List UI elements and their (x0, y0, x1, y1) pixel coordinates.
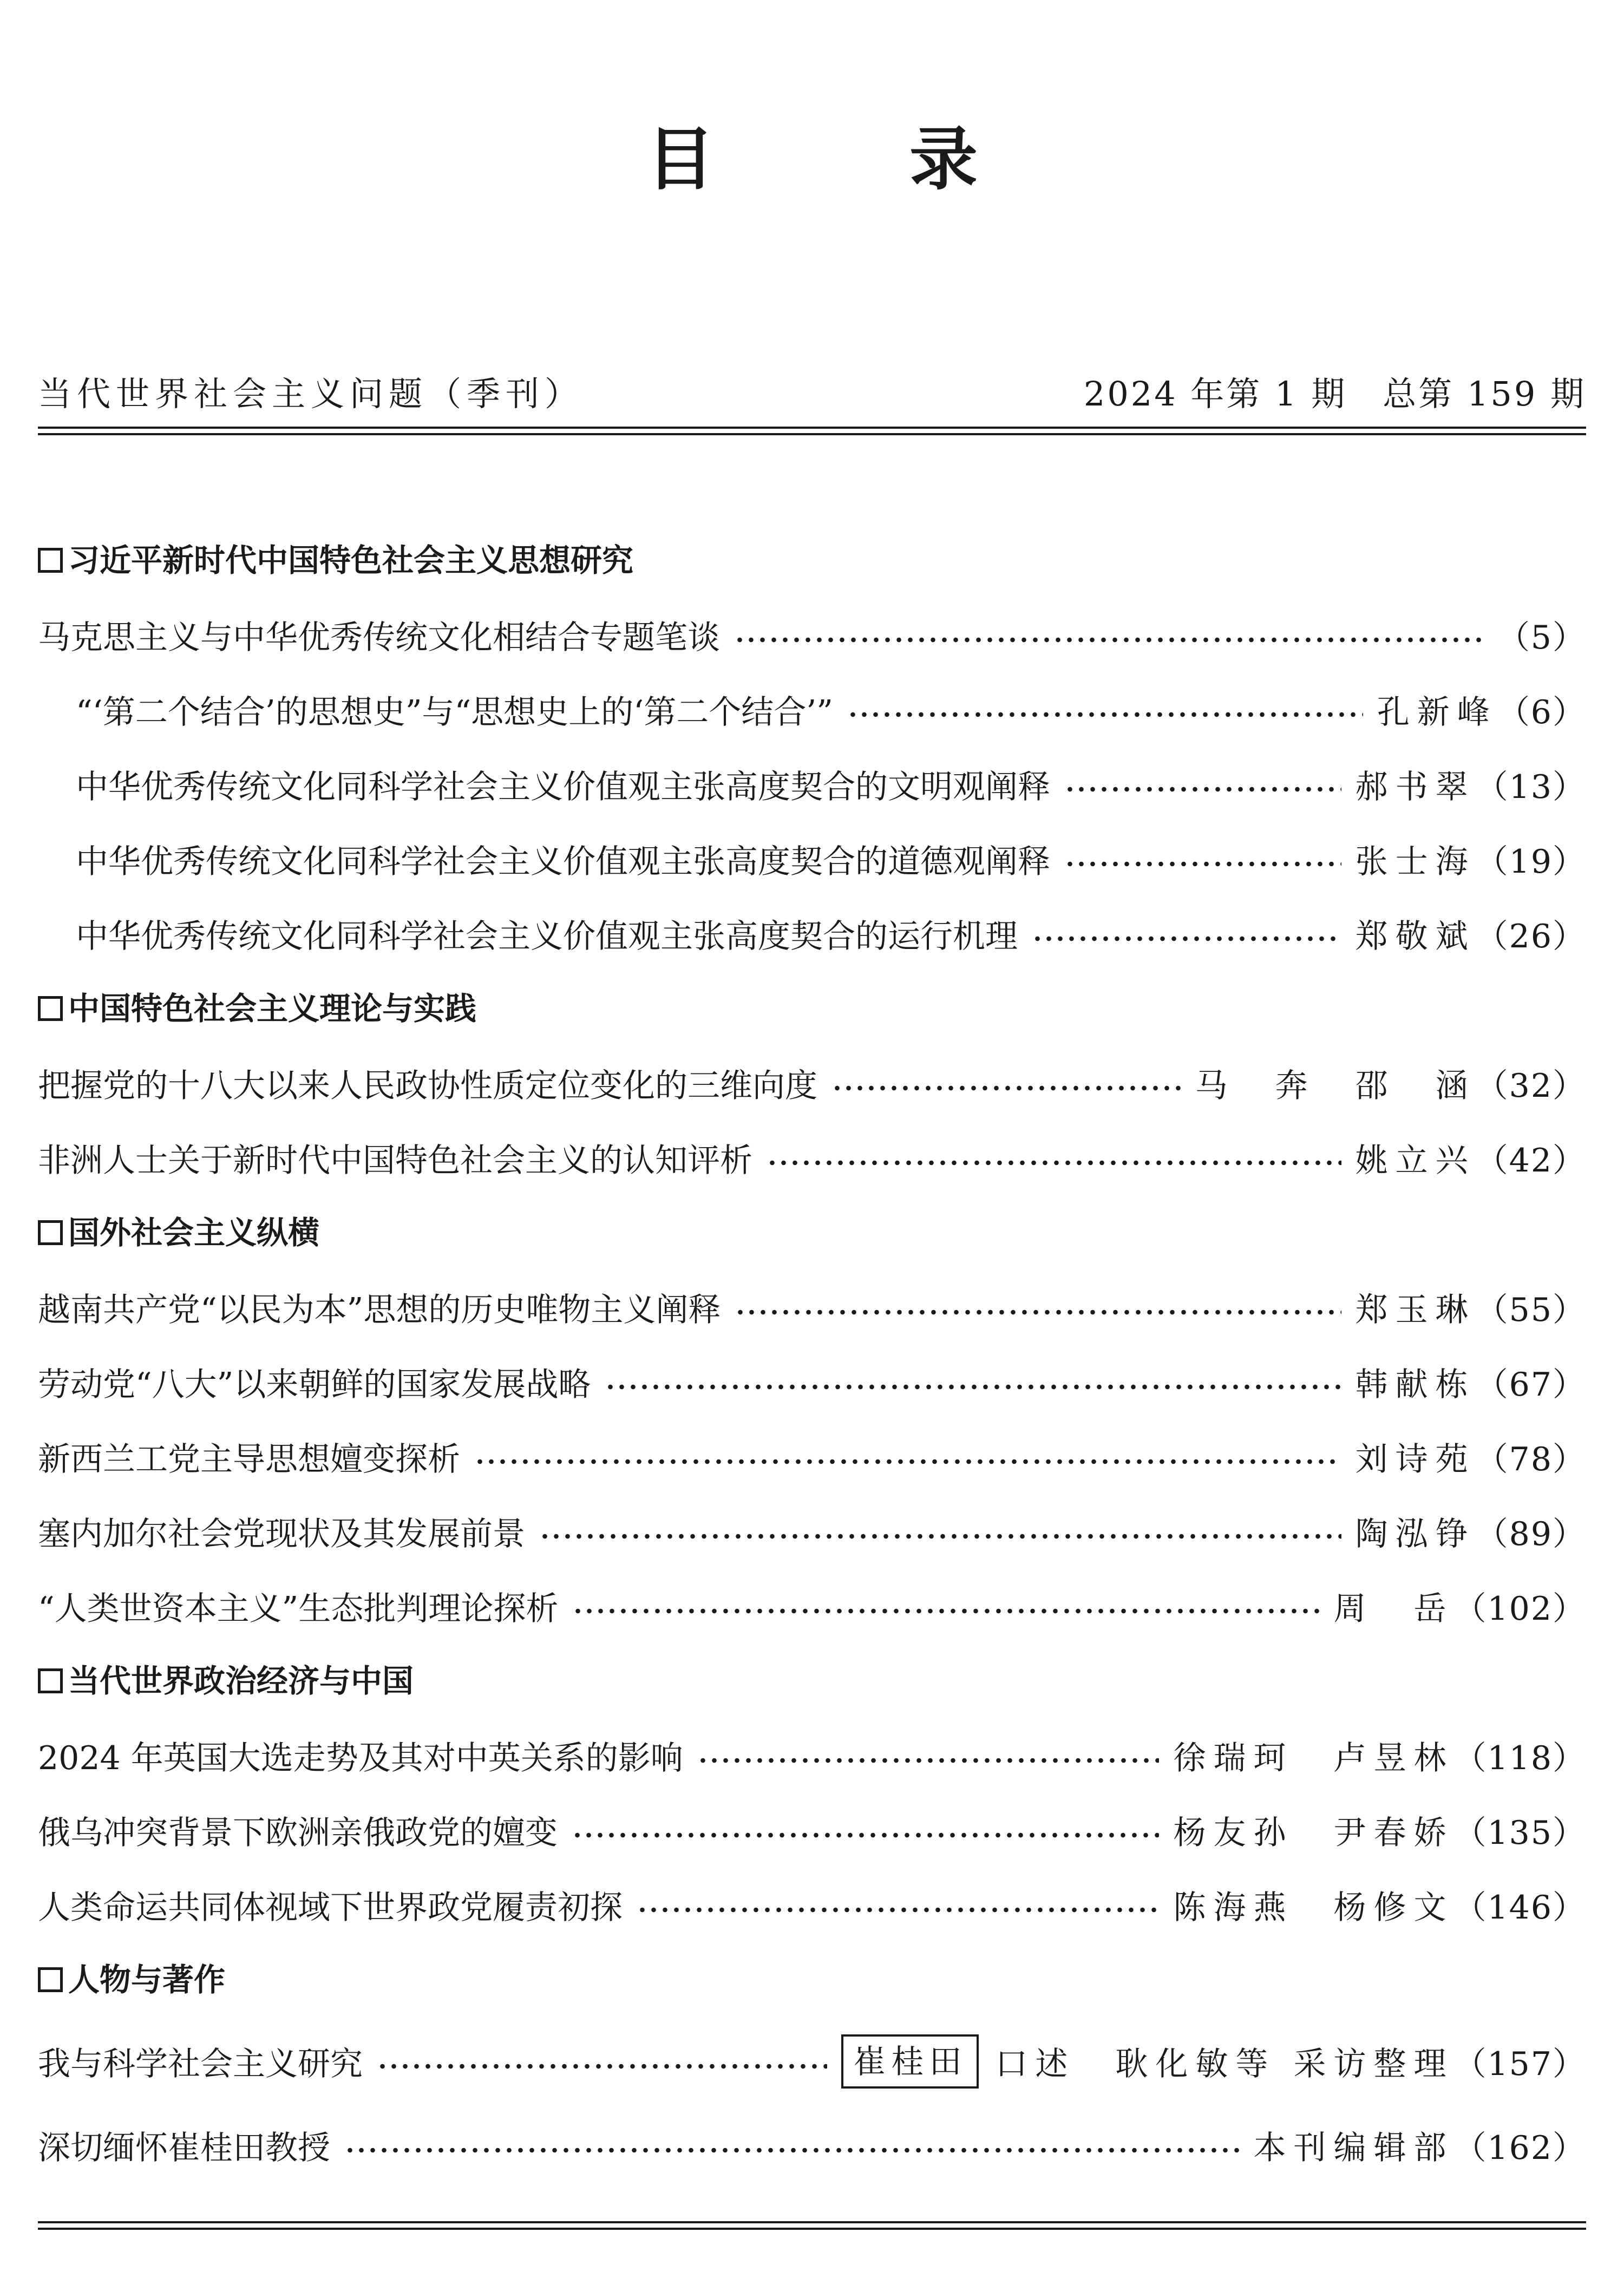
dot-leader (474, 1458, 1341, 1465)
entry-author: 徐瑞珂 卢昱林 (1173, 1739, 1454, 1777)
dot-leader (344, 2147, 1239, 2153)
dot-leader (572, 1832, 1159, 1838)
entry-page: （102） (1453, 1590, 1586, 1628)
entry-author: 孔新峰 (1377, 693, 1497, 731)
entry-title: 马克思主义与中华优秀传统文化相结合专题笔谈 (38, 619, 720, 657)
dot-leader (734, 637, 1483, 643)
toc-entry[interactable] (38, 1718, 1586, 1793)
toc-entry[interactable] (38, 1344, 1586, 1420)
header-rule-top (38, 427, 1586, 429)
section-heading-label: 习近平新时代中国特色社会主义思想研究 (68, 542, 634, 579)
section-heading-label: 中国特色社会主义理论与实践 (68, 990, 477, 1027)
entry-author: 陶泓铮 (1355, 1515, 1476, 1553)
toc-entry[interactable] (38, 1792, 1586, 1868)
journal-issue: 2024 年第 1 期 总第 159 期 (1083, 374, 1586, 414)
entry-title: 深切缅怀崔桂田教授 (38, 2129, 330, 2167)
entry-author: 韩献栋 (1355, 1366, 1476, 1404)
checkbox-square-icon (38, 1668, 63, 1693)
entry-author: 杨友孙 尹春娇 (1173, 1814, 1454, 1852)
entry-title: 中华优秀传统文化同科学社会主义价值观主张高度契合的道德观阐释 (76, 843, 1050, 881)
toc-entry[interactable] (38, 597, 1586, 673)
entry-page: （78） (1475, 1441, 1586, 1478)
toc-entry[interactable] (38, 1867, 1586, 1943)
dot-leader (697, 1757, 1160, 1764)
toc-entry[interactable] (38, 1568, 1586, 1644)
dot-leader (1064, 786, 1341, 793)
entry-title: 塞内加尔社会党现状及其发展前景 (38, 1515, 525, 1553)
checkbox-square-icon (38, 996, 63, 1021)
entry-page: （146） (1453, 1889, 1586, 1927)
checkbox-square-icon (38, 1967, 63, 1992)
entry-page: （118） (1453, 1739, 1586, 1777)
entry-page: （6） (1497, 693, 1586, 731)
section-heading-label: 人物与著作 (68, 1961, 226, 1998)
entry-page: （42） (1475, 1142, 1586, 1180)
entry-title: 越南共产党“以民为本”思想的历史唯物主义阐释 (38, 1291, 721, 1329)
entry-author: 郝书翠 (1355, 768, 1476, 806)
entry-page: （19） (1475, 843, 1586, 881)
entry-page: （13） (1475, 768, 1586, 806)
dot-leader (847, 711, 1363, 718)
entry-page: （67） (1475, 1366, 1586, 1404)
entry-page: （55） (1475, 1291, 1586, 1329)
entry-title: 2024 年英国大选走势及其对中英关系的影响 (38, 1739, 683, 1777)
entry-author: 马 奔 邵 涵 (1195, 1067, 1476, 1105)
page-title (0, 116, 1624, 203)
toc-entry[interactable] (76, 896, 1586, 972)
dot-leader (605, 1384, 1341, 1390)
entry-title: 把握党的十八大以来人民政协性质定位变化的三维向度 (38, 1067, 817, 1105)
footer-rule-bottom (38, 2228, 1586, 2230)
footer-rule-top (38, 2221, 1586, 2223)
entry-page: （89） (1475, 1515, 1586, 1553)
entry-author: 陈海燕 杨修文 (1173, 1889, 1454, 1927)
entry-author: 郑敬斌 (1355, 918, 1476, 955)
toc-entry[interactable] (76, 747, 1586, 822)
entry-page: （135） (1453, 1814, 1586, 1852)
entry-author: 姚立兴 (1355, 1142, 1476, 1180)
boxed-author-name: 崔桂田 (841, 2034, 979, 2089)
page-title-char-2: 录 (909, 120, 978, 199)
entry-author: 张士海 (1355, 843, 1476, 881)
dot-leader (572, 1608, 1319, 1614)
dot-leader (637, 1907, 1159, 1913)
journal-header (38, 362, 1586, 427)
section-heading-label: 当代世界政治经济与中国 (68, 1662, 414, 1699)
toc-entry[interactable] (38, 1269, 1586, 1345)
entry-title: 新西兰工党主导思想嬗变探析 (38, 1441, 460, 1478)
toc-entry[interactable] (76, 821, 1586, 897)
toc-entry[interactable] (38, 1120, 1586, 1196)
toc-entry[interactable] (38, 1494, 1586, 1569)
dot-leader (377, 2063, 827, 2070)
toc-entry[interactable] (38, 2107, 1586, 2183)
dot-leader (539, 1533, 1341, 1540)
toc-entry[interactable] (38, 2024, 1586, 2099)
entry-author: 刘诗苑 (1355, 1441, 1476, 1478)
section-heading-label: 国外社会主义纵横 (68, 1214, 320, 1251)
journal-name: 当代世界社会主义问题（季刊） (38, 374, 584, 414)
entry-page: （32） (1475, 1067, 1586, 1105)
entry-page: （162） (1453, 2129, 1586, 2167)
entry-page: （5） (1497, 619, 1586, 657)
entry-author: 周 岳 (1333, 1590, 1454, 1628)
toc-entry[interactable] (38, 1419, 1586, 1495)
entry-page: （26） (1475, 918, 1586, 955)
entry-author: 本刊编辑部 (1253, 2129, 1454, 2167)
dot-leader (831, 1085, 1181, 1091)
entry-author: 郑玉琳 (1355, 1291, 1476, 1329)
entry-title: “‘第二个结合’的思想史”与“思想史上的‘第二个结合’” (76, 693, 833, 731)
entry-title: 非洲人士关于新时代中国特色社会主义的认知评析 (38, 1142, 752, 1180)
entry-title: “人类世资本主义”生态批判理论探析 (38, 1590, 559, 1628)
dot-leader (735, 1309, 1341, 1315)
section-heading (38, 1195, 319, 1271)
toc-entry[interactable] (76, 672, 1586, 748)
entry-title: 我与科学社会主义研究 (38, 2045, 363, 2083)
dot-leader (767, 1160, 1341, 1166)
dot-leader (1032, 935, 1341, 942)
entry-title: 俄乌冲突背景下欧洲亲俄政党的嬗变 (38, 1814, 558, 1852)
entry-title: 劳动党“八大”以来朝鲜的国家发展战略 (38, 1366, 591, 1404)
section-heading (38, 1643, 414, 1719)
section-heading (38, 1942, 225, 2018)
dot-leader (1064, 861, 1341, 867)
header-rule-bottom (38, 433, 1586, 435)
entry-title: 中华优秀传统文化同科学社会主义价值观主张高度契合的文明观阐释 (76, 768, 1050, 806)
toc-entry[interactable] (38, 1045, 1586, 1121)
checkbox-square-icon (38, 548, 63, 573)
entry-title: 人类命运共同体视域下世界政党履责初探 (38, 1889, 623, 1927)
entry-page: （157） (1453, 2045, 1586, 2083)
checkbox-square-icon (38, 1220, 63, 1245)
section-heading (38, 522, 633, 598)
entry-title: 中华优秀传统文化同科学社会主义价值观主张高度契合的运行机理 (76, 918, 1018, 955)
page-title-char-1: 目 (646, 120, 715, 199)
entry-author: 口述 耿化敏等 采访整理 (995, 2045, 1454, 2083)
section-heading (38, 971, 476, 1046)
